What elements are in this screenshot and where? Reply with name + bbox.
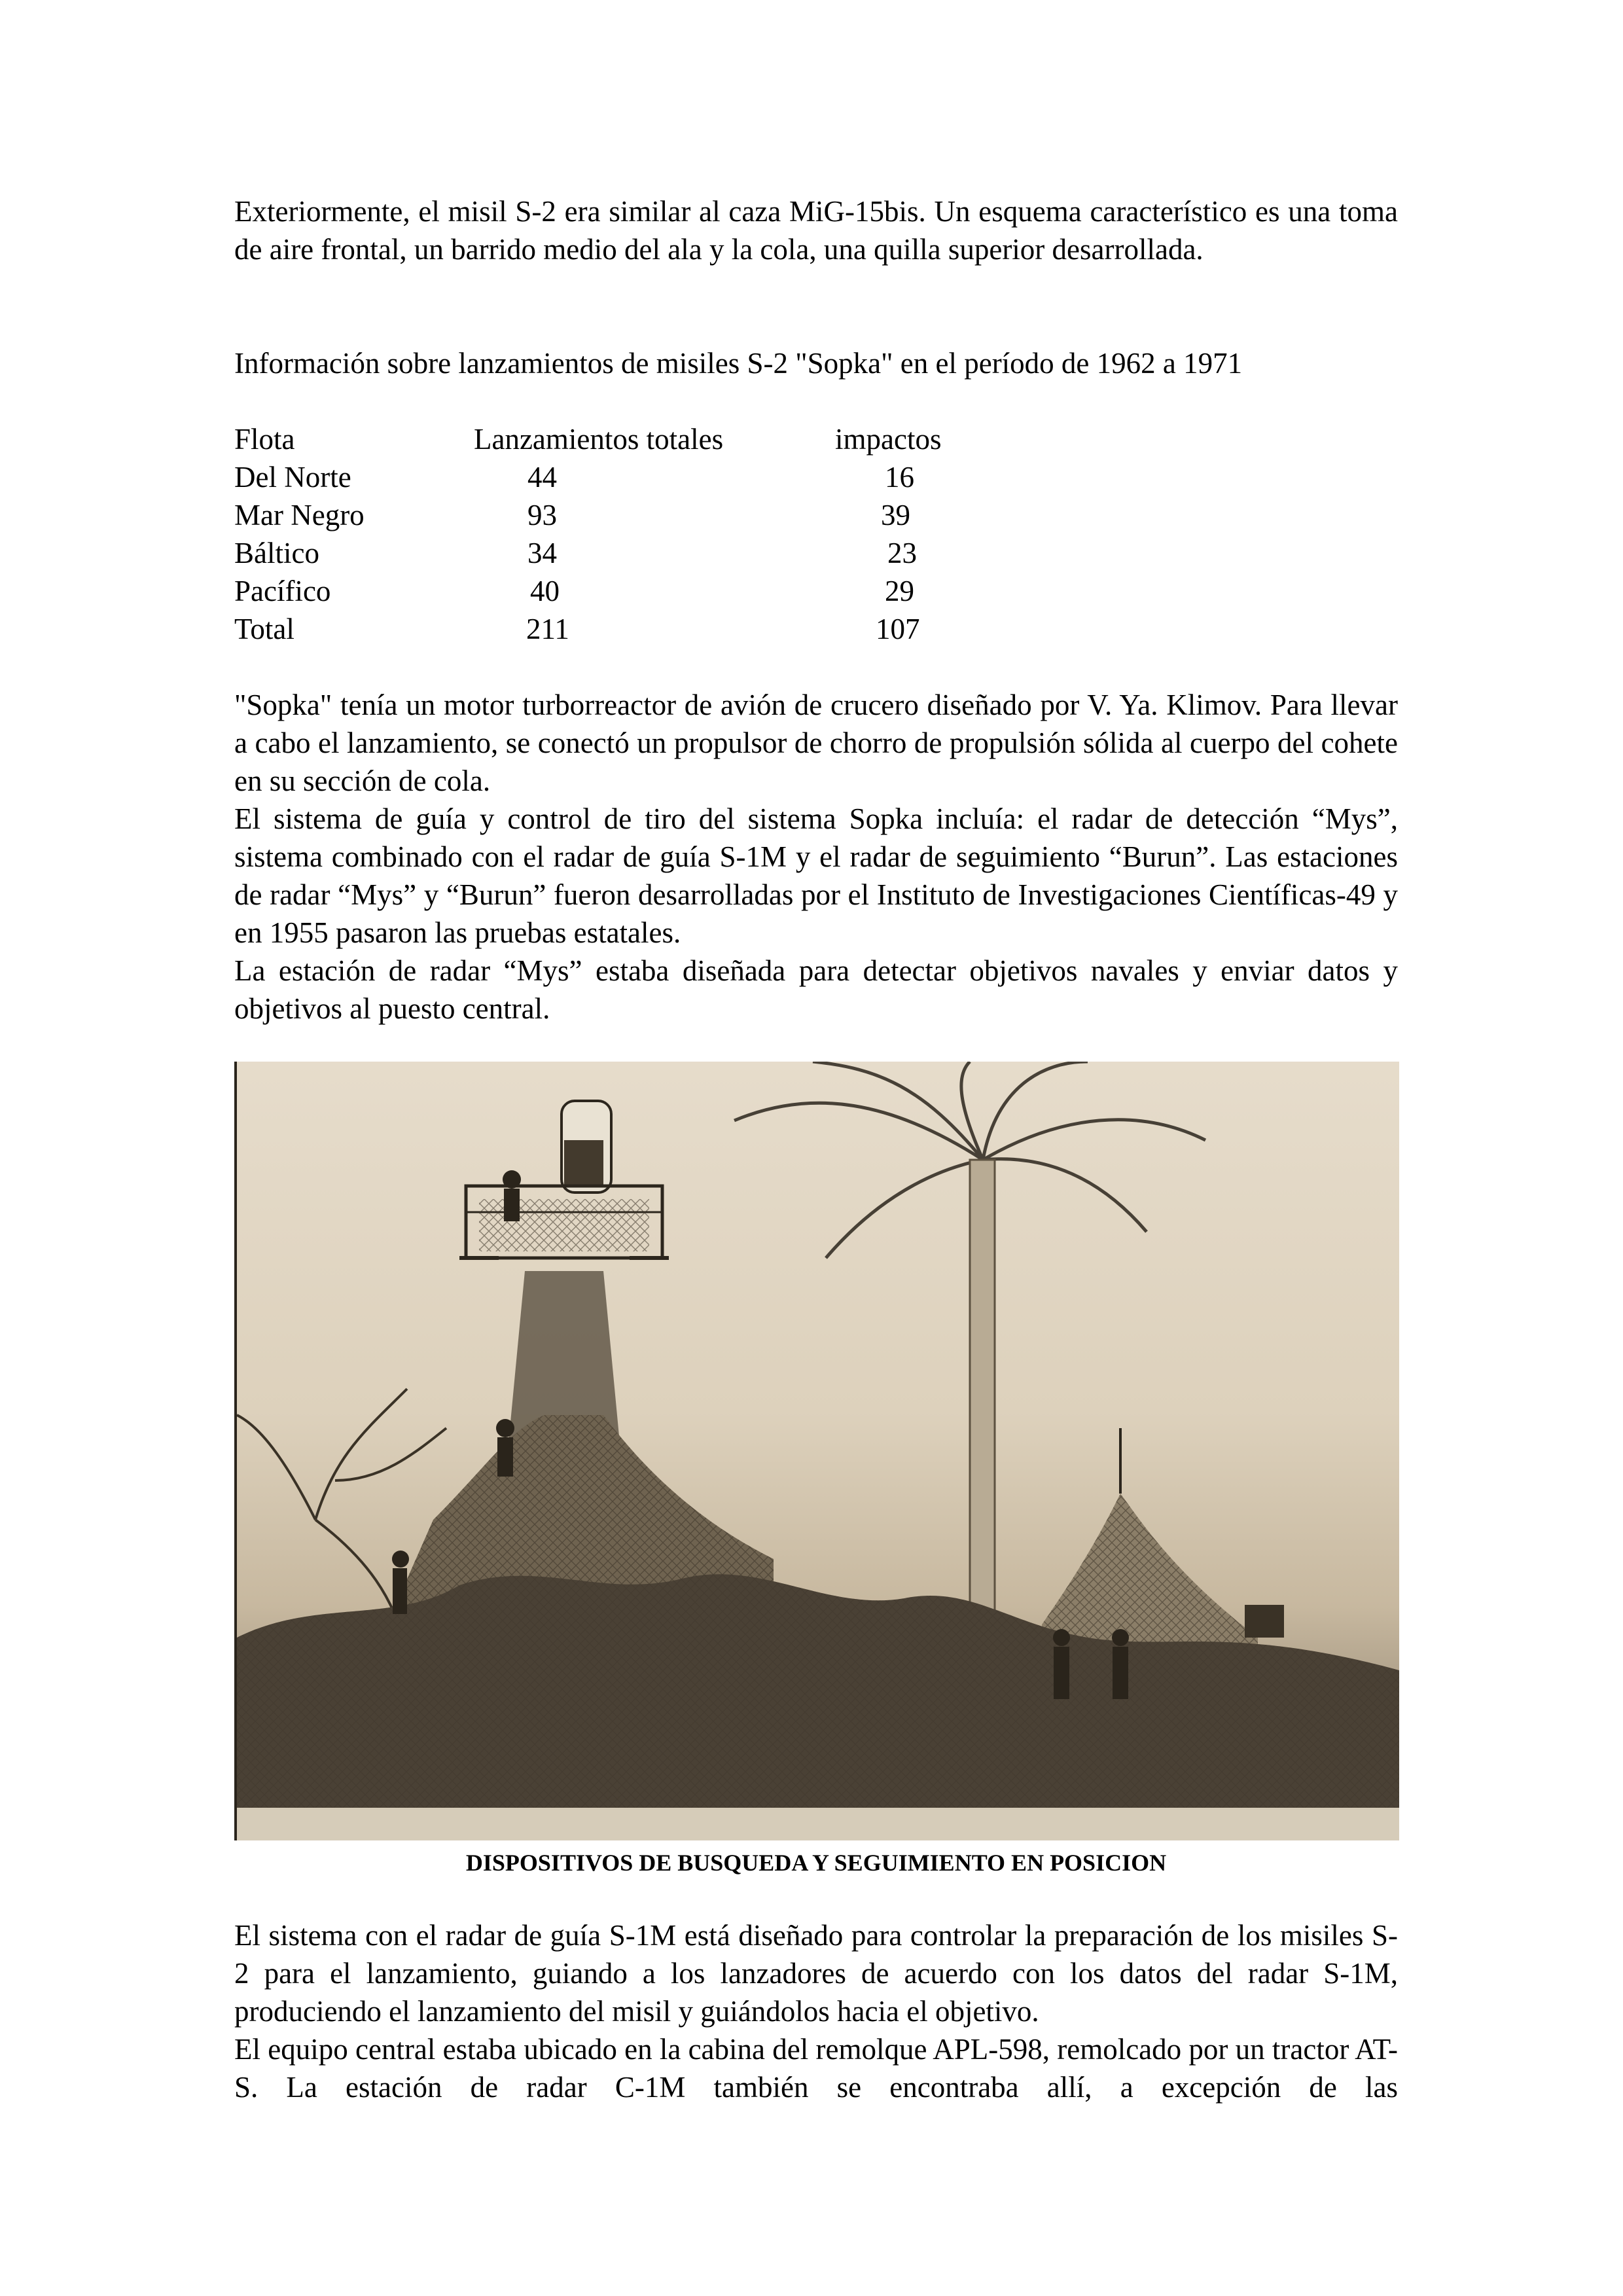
table-cell-fleet: Del Norte: [234, 461, 351, 493]
table-cell-hits: 23: [887, 537, 917, 569]
paragraph-missile-exterior: Exteriormente, el misil S-2 era similar al caza MiG-15bis. Un esquema característico es una toma de aire frontal, un barrido medio del ala y la cola, una quilla superior desarrollada.: [234, 195, 1398, 266]
radar-site-photo-illustration: [237, 1062, 1399, 1840]
table-cell-fleet: Báltico: [234, 537, 319, 569]
table-cell-launches: 44: [527, 461, 557, 493]
table-cell-hits: 29: [885, 575, 914, 607]
table-cell-hits: 107: [876, 613, 920, 645]
table-header-launches: Lanzamientos totales: [474, 423, 724, 456]
table-row: [0, 534, 1623, 572]
table-cell-hits: 16: [885, 461, 914, 493]
table-cell-launches: 34: [527, 537, 557, 569]
paragraph-launch-info-intro: Información sobre lanzamientos de misiles S-2 "Sopka" en el período de 1962 a 1971: [234, 347, 1243, 380]
figure-caption: DISPOSITIVOS DE BUSQUEDA Y SEGUIMIENTO EN POSICION: [465, 1850, 1167, 1876]
table-row: [0, 496, 1623, 534]
table-row: [0, 572, 1623, 610]
paragraph-s1m-guidance: El sistema con el radar de guía S-1M está diseñado para controlar la preparación de los misiles S-2 para el lanzamiento, guiando a los lanzadores de acuerdo con los datos del radar S-1M, produciendo el lanzamiento del misil y guiándolos hacia el objetivo.: [234, 1919, 1398, 2028]
table-row: [0, 610, 1623, 648]
paragraph-sopka-engine: "Sopka" tenía un motor turborreactor de avión de crucero diseñado por V. Ya. Klimov. Para llevar a cabo el lanzamiento, se conectó un propulsor de chorro de propulsión sólida al cuerpo del cohete en su sección de cola.: [234, 689, 1398, 797]
table-cell-launches: 211: [526, 613, 569, 645]
table-cell-fleet: Pacífico: [234, 575, 331, 607]
table-header-row: [0, 420, 1623, 458]
paragraph-central-equipment: El equipo central estaba ubicado en la cabina del remolque APL-598, remolcado por un tractor AT-S. La estación de radar C-1M también se encontraba allí, a excepción de las: [234, 2033, 1398, 2104]
table-cell-hits: 39: [881, 499, 910, 531]
table-cell-fleet: Mar Negro: [234, 499, 365, 531]
paragraph-mys-radar: La estación de radar “Mys” estaba diseñada para detectar objetivos navales y enviar datos y objetivos al puesto central.: [234, 954, 1398, 1025]
paragraph-guidance-system: El sistema de guía y control de tiro del sistema Sopka incluía: el radar de detección “Mys”, sistema combinado con el radar de guía S-1M y el radar de seguimiento “Burun”. Las estaciones de radar “Mys” y “Burun” fueron desarrolladas por el Instituto de Investigaciones Científicas-49 y en 1955 pasaron las pruebas estatales.: [234, 802, 1398, 949]
table-cell-launches: 93: [527, 499, 557, 531]
table-cell-launches: 40: [530, 575, 560, 607]
table-header-flota: Flota: [234, 423, 295, 456]
radar-site-photo: [234, 1062, 1399, 1840]
table-header-hits: impactos: [835, 423, 942, 456]
table-cell-fleet: Total: [234, 613, 294, 645]
table-row: [0, 458, 1623, 496]
